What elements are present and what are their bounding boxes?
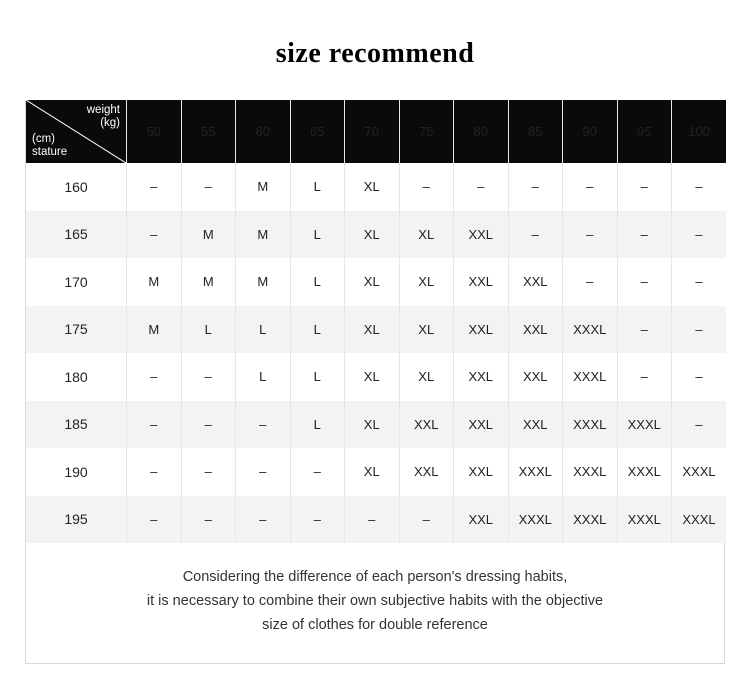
- size-cell: XL: [345, 401, 400, 449]
- weight-header-cell: 55: [181, 100, 236, 163]
- corner-weight-text: weight: [86, 104, 120, 116]
- stature-cell: 170: [26, 258, 127, 306]
- table-row: [26, 496, 726, 544]
- weight-header-cell: 50: [127, 100, 182, 163]
- size-cell: XXL: [454, 353, 509, 401]
- note-line-2: it is necessary to combine their own subjective habits with the objective: [146, 593, 604, 609]
- size-cell: XL: [345, 211, 400, 259]
- size-cell: –: [236, 496, 291, 544]
- size-cell: –: [127, 211, 182, 259]
- size-cell: XXL: [454, 258, 509, 306]
- size-cell: XXL: [454, 211, 509, 259]
- size-cell: –: [181, 401, 236, 449]
- size-cell: L: [290, 306, 345, 354]
- size-cell: –: [290, 496, 345, 544]
- size-cell: –: [617, 258, 672, 306]
- corner-stature-unit: (cm): [32, 133, 55, 145]
- size-cell: XL: [399, 211, 454, 259]
- size-cell: M: [236, 163, 291, 211]
- size-cell: –: [617, 211, 672, 259]
- stature-cell: 160: [26, 163, 127, 211]
- corner-stature-label: [32, 133, 67, 159]
- size-cell: –: [617, 306, 672, 354]
- size-cell: –: [454, 163, 509, 211]
- stature-cell: 190: [26, 448, 127, 496]
- size-cell: –: [508, 211, 563, 259]
- weight-header-cell: 90: [563, 100, 618, 163]
- table-row: [26, 401, 726, 449]
- size-cell: –: [672, 163, 727, 211]
- size-cell: XXXL: [563, 448, 618, 496]
- corner-stature-text: stature: [32, 146, 68, 158]
- size-cell: –: [236, 401, 291, 449]
- size-cell: –: [617, 163, 672, 211]
- stature-cell: 195: [26, 496, 127, 544]
- size-cell: XXXL: [563, 353, 618, 401]
- size-cell: XL: [345, 163, 400, 211]
- note-line-1: Considering the difference of each person's dressing habits,: [182, 569, 568, 585]
- stature-cell: 165: [26, 211, 127, 259]
- size-cell: XXL: [508, 401, 563, 449]
- size-cell: XL: [345, 258, 400, 306]
- size-table-container: [25, 100, 725, 664]
- size-cell: –: [127, 353, 182, 401]
- size-cell: L: [290, 211, 345, 259]
- size-cell: XL: [345, 306, 400, 354]
- size-cell: XL: [399, 306, 454, 354]
- weight-header-cell: 85: [508, 100, 563, 163]
- size-cell: –: [345, 496, 400, 544]
- size-cell: XXL: [508, 306, 563, 354]
- size-cell: XL: [345, 448, 400, 496]
- table-row: [26, 211, 726, 259]
- size-cell: L: [290, 163, 345, 211]
- size-cell: XXXL: [563, 306, 618, 354]
- size-cell: L: [236, 353, 291, 401]
- size-cell: XL: [345, 353, 400, 401]
- size-cell: M: [236, 258, 291, 306]
- size-cell: XXXL: [563, 401, 618, 449]
- size-table-body: [26, 163, 726, 543]
- size-cell: M: [236, 211, 291, 259]
- size-cell: XXXL: [617, 448, 672, 496]
- weight-header-cell: 100: [672, 100, 727, 163]
- table-row: [26, 258, 726, 306]
- weight-header-cell: 80: [454, 100, 509, 163]
- size-cell: XXL: [454, 448, 509, 496]
- stature-cell: 175: [26, 306, 127, 354]
- size-cell: –: [508, 163, 563, 211]
- size-cell: XXL: [508, 353, 563, 401]
- size-cell: –: [127, 448, 182, 496]
- size-cell: –: [181, 353, 236, 401]
- size-cell: XXXL: [672, 448, 727, 496]
- size-cell: XXXL: [563, 496, 618, 544]
- size-cell: –: [672, 401, 727, 449]
- size-cell: –: [672, 211, 727, 259]
- size-cell: L: [236, 306, 291, 354]
- size-cell: –: [617, 353, 672, 401]
- size-cell: XXXL: [617, 496, 672, 544]
- size-cell: –: [290, 448, 345, 496]
- size-cell: –: [399, 496, 454, 544]
- size-cell: XXL: [508, 258, 563, 306]
- weight-header-cell: 95: [617, 100, 672, 163]
- size-cell: XXXL: [672, 496, 727, 544]
- table-row: [26, 353, 726, 401]
- size-cell: M: [127, 306, 182, 354]
- size-cell: L: [181, 306, 236, 354]
- size-cell: XXL: [454, 306, 509, 354]
- size-cell: –: [127, 163, 182, 211]
- size-cell: –: [672, 306, 727, 354]
- size-cell: –: [399, 163, 454, 211]
- size-cell: –: [181, 448, 236, 496]
- size-cell: XL: [399, 353, 454, 401]
- size-cell: –: [181, 496, 236, 544]
- stature-cell: 180: [26, 353, 127, 401]
- page-title: size recommend: [275, 38, 475, 69]
- size-cell: –: [672, 258, 727, 306]
- stature-cell: 185: [26, 401, 127, 449]
- corner-weight-label: [87, 104, 120, 130]
- size-cell: XL: [399, 258, 454, 306]
- size-cell: M: [181, 211, 236, 259]
- table-row: [26, 163, 726, 211]
- weight-header-cell: 65: [290, 100, 345, 163]
- size-table: [26, 100, 726, 543]
- note-line-3: size of clothes for double reference: [262, 617, 488, 633]
- size-note: [26, 543, 724, 663]
- table-row: [26, 448, 726, 496]
- weight-header-cell: 60: [236, 100, 291, 163]
- size-cell: –: [563, 211, 618, 259]
- corner-weight-unit: (kg): [100, 117, 120, 129]
- size-cell: –: [672, 353, 727, 401]
- size-cell: L: [290, 401, 345, 449]
- size-cell: –: [127, 496, 182, 544]
- size-cell: –: [236, 448, 291, 496]
- size-cell: L: [290, 353, 345, 401]
- size-cell: –: [127, 401, 182, 449]
- size-cell: XXXL: [508, 448, 563, 496]
- table-corner-header: [26, 100, 127, 163]
- weight-header-cell: 75: [399, 100, 454, 163]
- size-cell: XXXL: [617, 401, 672, 449]
- size-table-header: [26, 100, 726, 163]
- size-cell: M: [127, 258, 182, 306]
- weight-header-cell: 70: [345, 100, 400, 163]
- size-cell: XXXL: [508, 496, 563, 544]
- header-row: [26, 100, 726, 163]
- size-cell: –: [563, 163, 618, 211]
- size-cell: XXL: [454, 496, 509, 544]
- size-cell: –: [181, 163, 236, 211]
- size-cell: XXL: [454, 401, 509, 449]
- size-cell: XXL: [399, 448, 454, 496]
- size-cell: L: [290, 258, 345, 306]
- size-cell: M: [181, 258, 236, 306]
- table-row: [26, 306, 726, 354]
- size-cell: –: [563, 258, 618, 306]
- size-cell: XXL: [399, 401, 454, 449]
